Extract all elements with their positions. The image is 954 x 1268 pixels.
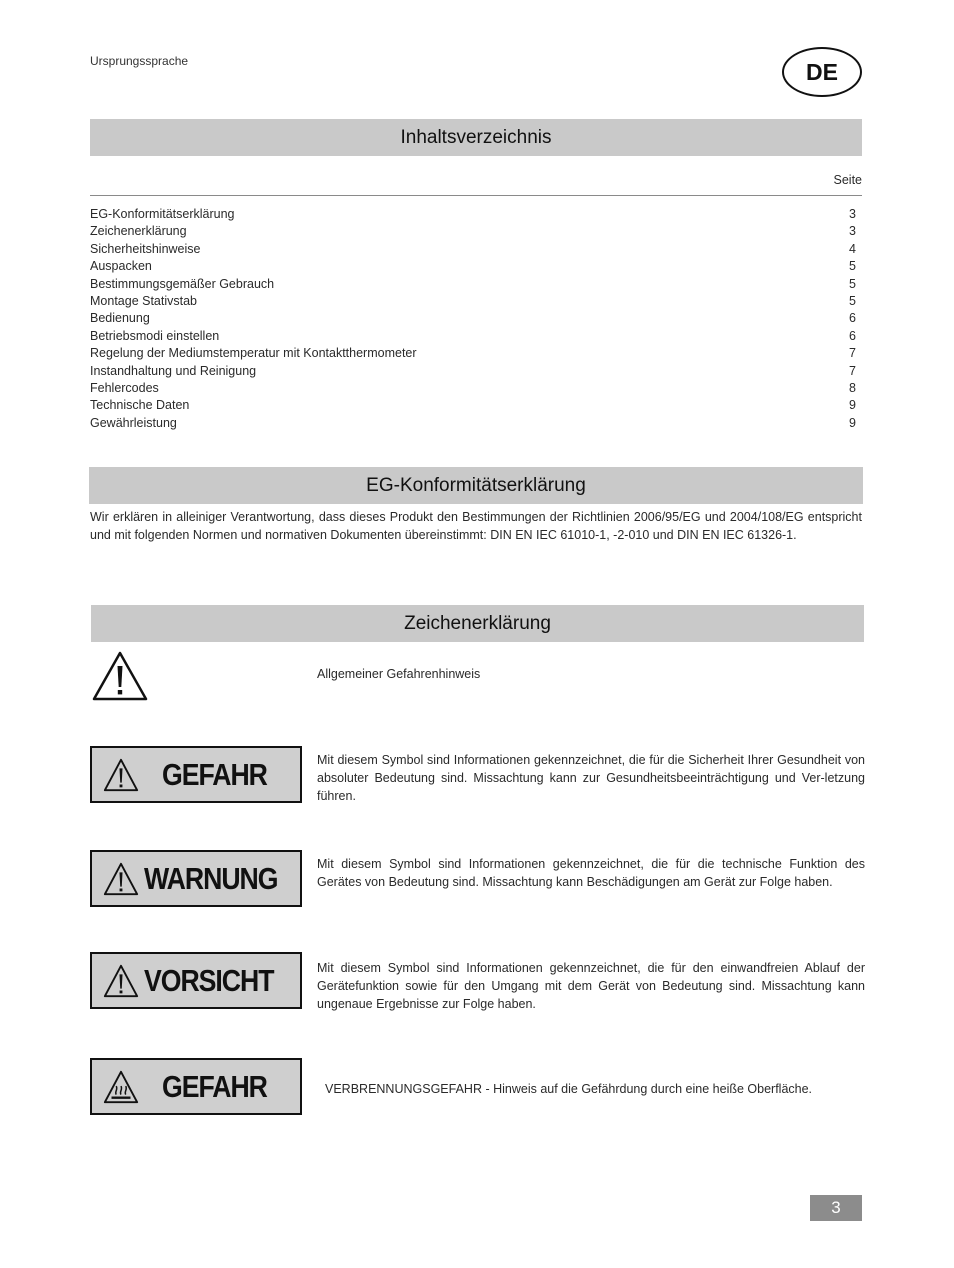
toc-entry[interactable]: [90, 258, 856, 275]
toc-entry[interactable]: [90, 241, 856, 258]
burn-danger-description: VERBRENNUNGSGEFAHR - Hinweis auf die Gefährdung durch eine heiße Oberfläche.: [325, 1082, 813, 1096]
toc-entry-label: Fehlercodes: [90, 380, 159, 395]
toc-entry-page: 9: [849, 398, 856, 413]
toc-entry-page: 3: [849, 207, 856, 221]
toc-entry[interactable]: [90, 345, 856, 362]
toc-entry-page: 9: [849, 415, 856, 430]
danger-label-word: GEFAHR: [162, 756, 267, 792]
conformity-title-bar: [89, 467, 863, 504]
warning-label-box: [90, 850, 302, 907]
toc-entry[interactable]: [90, 397, 856, 414]
toc-page-column-label: Seite: [833, 173, 862, 187]
toc-entry[interactable]: [90, 293, 856, 310]
toc-entry-page: 5: [849, 259, 856, 274]
toc-entry-page: 6: [849, 328, 856, 343]
danger-description: Mit diesem Symbol sind Informationen gekennzeichnet, die für die Sicherheit Ihrer Gesundheit von absoluter Bedeutung sind. Missachtung kann zur Gesundheitsbeeinträchtigung und Ver-letzung führen.: [317, 753, 865, 803]
toc-entry-label: Auspacken: [90, 259, 152, 274]
burn-danger-label-word: GEFAHR: [162, 1068, 267, 1104]
toc-entry-label: Regelung der Mediumstemperatur mit Kontaktthermometer: [90, 346, 417, 361]
toc-entry-label: Gewährleistung: [90, 415, 177, 430]
warning-triangle-icon: [102, 756, 140, 794]
warning-triangle-icon: [102, 962, 140, 1000]
toc-entry-label: Bedienung: [90, 311, 150, 326]
language-badge: DE: [782, 47, 862, 97]
warning-triangle-icon: [102, 860, 140, 898]
caution-label-box: [90, 952, 302, 1009]
toc-entry[interactable]: [90, 276, 856, 293]
conformity-title: EG-Konformitätserklärung: [366, 474, 586, 496]
toc-entry[interactable]: [90, 328, 856, 345]
toc-entry-page: 3: [849, 224, 856, 239]
toc-entry[interactable]: [90, 363, 856, 380]
toc-entry-page: 7: [849, 346, 856, 361]
toc-entry[interactable]: [90, 206, 856, 223]
caution-label-word: VORSICHT: [144, 962, 274, 998]
toc-entry-label: Bestimmungsgemäßer Gebrauch: [90, 276, 275, 291]
toc-entry-page: 7: [849, 363, 856, 378]
language-note: Ursprungssprache: [90, 54, 189, 68]
burn-danger-label-box: [90, 1058, 302, 1115]
toc-entry[interactable]: [90, 223, 856, 240]
toc-entry-page: 4: [849, 241, 856, 256]
conformity-text: Wir erklären in alleiniger Verantwortung, dass dieses Produkt den Bestimmungen der Richtlinien 2006/95/EG und 2004/108/EG entspricht und mit folgenden Normen und normativen Dokumenten übereinstimmt: DIN EN IEC 61010-1, -2-010 und DIN EN IEC 61326-1.: [90, 510, 862, 542]
toc-entry-page: 8: [849, 380, 856, 395]
toc-entry-page: 5: [849, 276, 856, 291]
general-hazard-icon: [91, 650, 149, 702]
toc-entry-label: Betriebsmodi einstellen: [90, 328, 220, 343]
toc-entry[interactable]: [90, 415, 856, 432]
hot-surface-icon: [102, 1068, 140, 1106]
toc-title-bar: [90, 119, 862, 156]
toc-entry-label: Technische Daten: [90, 398, 190, 413]
toc-entry-label: Zeichenerklärung: [90, 224, 187, 239]
page-number: 3: [810, 1195, 862, 1221]
toc-entry-label: EG-Konformitätserklärung: [90, 207, 235, 221]
warning-description: Mit diesem Symbol sind Informationen gekennzeichnet, die für die technische Funktion des Gerätes von Bedeutung sind. Missachtung kann Beschädigungen am Gerät zur Folge haben.: [317, 857, 865, 889]
toc-title: Inhaltsverzeichnis: [400, 126, 552, 148]
warning-label-word: WARNUNG: [144, 860, 278, 896]
general-hazard-text: Allgemeiner Gefahrenhinweis: [317, 667, 481, 681]
toc-entry-label: Sicherheitshinweise: [90, 241, 201, 256]
toc-entry-label: Montage Stativstab: [90, 293, 198, 308]
toc-divider: [90, 195, 862, 196]
caution-description: Mit diesem Symbol sind Informationen gekennzeichnet, die für den einwandfreien Ablauf der Gerätefunktion sowie für den Umgang mit dem Gerät von Bedeutung sind. Missachtung kann ungenaue Ergebnisse zur Folge haben.: [317, 961, 865, 1011]
toc-entry-page: 6: [849, 311, 856, 326]
symbols-title-bar: [91, 605, 864, 642]
toc-entry-page: 5: [849, 293, 856, 308]
toc-entry-label: Instandhaltung und Reinigung: [90, 363, 257, 378]
symbols-title: Zeichenerklärung: [404, 612, 551, 634]
toc-list: [90, 206, 856, 432]
toc-entry[interactable]: [90, 380, 856, 397]
toc-entry[interactable]: [90, 310, 856, 327]
danger-label-box: [90, 746, 302, 803]
